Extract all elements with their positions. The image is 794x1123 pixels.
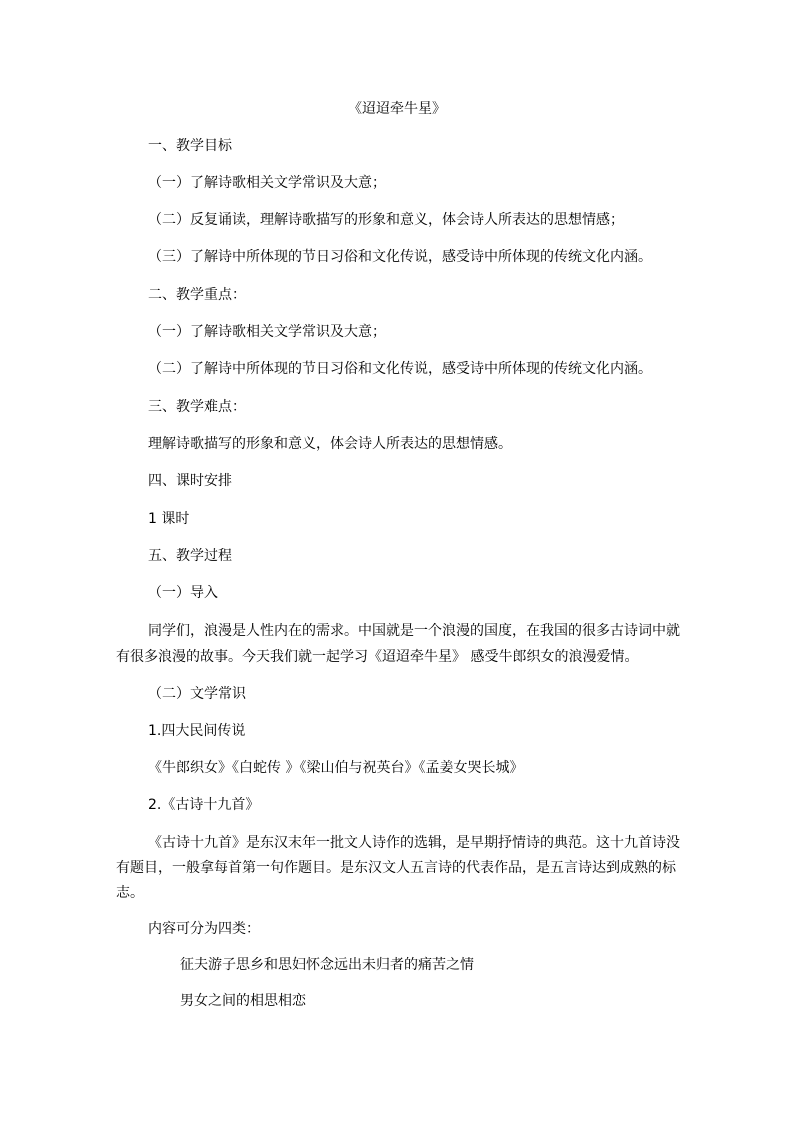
key-point-2: （二）了解诗中所体现的节日习俗和文化传说，感受诗中所体现的传统文化内涵。 (148, 361, 652, 377)
heading-difficulties: 三、教学难点： (148, 399, 246, 415)
nineteen-poems-line-1: 《古诗十九首》是东汉末年一批文人诗作的选辑，是早期抒情诗的典范。这十九首诗没 (148, 835, 680, 851)
key-point-1: （一）了解诗歌相关文学常识及大意； (148, 324, 386, 340)
process-literature-heading: （二）文学常识 (148, 686, 246, 702)
heading-process: 五、教学过程 (148, 548, 232, 564)
heading-objectives: 一、教学目标 (148, 138, 232, 154)
content-categories-heading: 内容可分为四类： (148, 921, 260, 937)
heading-schedule: 四、课时安排 (148, 473, 232, 489)
nineteen-poems-heading: 2.《古诗十九首》 (148, 797, 260, 813)
intro-paragraph-line-1: 同学们，浪漫是人性内在的需求。中国就是一个浪漫的国度，在我国的很多古诗词中就 (148, 623, 680, 639)
category-2: 男女之间的相思相恋 (180, 993, 306, 1009)
objective-1: （一）了解诗歌相关文学常识及大意； (148, 175, 386, 191)
objective-2: （二）反复诵读，理解诗歌描写的形象和意义，体会诗人所表达的思想情感； (148, 212, 624, 228)
intro-paragraph-line-2: 有很多浪漫的故事。今天我们就一起学习《迢迢牵牛星》 感受牛郎织女的浪漫爱情。 (116, 649, 639, 665)
schedule-text: 1 课时 (148, 511, 190, 527)
nineteen-poems-line-3: 志。 (116, 885, 144, 901)
legends-list: 《牛郎织女》《白蛇传 》《梁山伯与祝英台》《孟姜女哭长城》 (148, 760, 524, 776)
document-title: 《迢迢牵牛星》 (348, 101, 446, 117)
category-1: 征夫游子思乡和思妇怀念远出未归者的痛苦之情 (180, 957, 474, 973)
legends-heading: 1.四大民间传说 (148, 723, 246, 739)
objective-3: （三）了解诗中所体现的节日习俗和文化传说，感受诗中所体现的传统文化内涵。 (148, 249, 652, 265)
process-intro-heading: （一）导入 (148, 585, 218, 601)
heading-key-points: 二、教学重点： (148, 287, 246, 303)
difficulty-1: 理解诗歌描写的形象和意义，体会诗人所表达的思想情感。 (148, 436, 512, 452)
nineteen-poems-line-2: 有题目，一般拿每首第一句作题目。是东汉文人五言诗的代表作品，是五言诗达到成熟的标 (116, 860, 676, 876)
